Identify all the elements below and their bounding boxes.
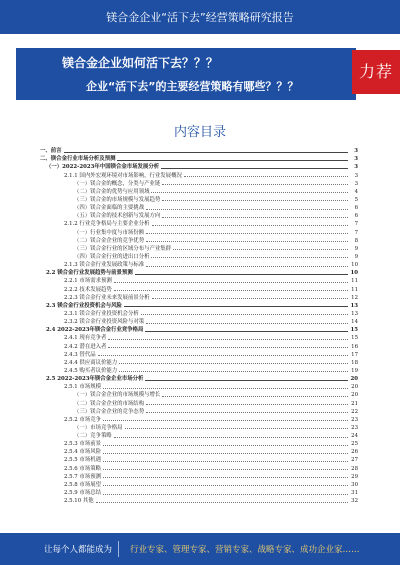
toc-entry[interactable]	[40, 203, 358, 211]
toc-entry[interactable]	[40, 219, 358, 227]
toc-leader-dots	[103, 388, 348, 389]
toc-entry-page: 9	[354, 245, 358, 252]
toc-entry[interactable]	[40, 154, 358, 162]
toc-leader-dots	[162, 396, 348, 397]
toc-entry-page: 21	[351, 400, 358, 407]
hero-question-1: 镁合金企业如何活下去？？？	[62, 56, 219, 70]
toc-entry-text: 2.5.3 市场前景	[64, 441, 101, 448]
toc-leader-dots	[146, 233, 348, 234]
toc-leader-dots	[152, 225, 348, 226]
toc-entry[interactable]	[40, 284, 358, 292]
toc-entry-text: （三）镁合金的市场规模与发展趋势	[74, 196, 161, 203]
toc-entry-page: 13	[350, 302, 358, 309]
toc-leader-dots	[103, 420, 348, 421]
toc-leader-dots	[162, 200, 348, 201]
toc-leader-dots	[145, 331, 348, 332]
table-of-contents	[40, 146, 358, 516]
toc-leader-dots	[119, 363, 348, 364]
toc-leader-dots	[146, 404, 348, 405]
toc-leader-dots	[146, 412, 348, 413]
toc-entry-page: 29	[351, 473, 358, 480]
toc-entry-text: 2.5.8 市场展望	[64, 481, 101, 488]
toc-entry-page: 6	[354, 205, 358, 212]
toc-leader-dots	[146, 266, 348, 267]
toc-entry[interactable]	[40, 447, 358, 455]
toc-entry-page: 7	[354, 229, 358, 236]
toc-entry-text: （四）镁合金行业的进出口分析	[74, 253, 150, 260]
toc-leader-dots	[184, 176, 348, 177]
toc-entry[interactable]	[40, 276, 358, 284]
toc-entry-text: 2.1.2 行业竞争格局与主要企业分析	[64, 221, 150, 228]
toc-leader-dots	[117, 160, 348, 161]
toc-entry-text: （一）行业集中度与市场份额	[74, 229, 145, 236]
toc-leader-dots	[146, 323, 348, 324]
toc-entry[interactable]	[40, 333, 358, 341]
toc-entry-page: 27	[351, 457, 358, 464]
toc-entry-text: （三）镁合金企业的竞争态势	[74, 408, 145, 415]
toc-leader-dots	[103, 469, 348, 470]
toc-entry-text: 2.4.1 现有竞争者	[64, 335, 107, 342]
toc-entry-page: 4	[354, 188, 358, 195]
toc-leader-dots	[124, 306, 348, 307]
toc-leader-dots	[108, 347, 348, 348]
toc-leader-dots	[103, 453, 348, 454]
toc-entry-text: 2.4.4 供应商议价能力	[64, 359, 118, 366]
toc-leader-dots	[162, 217, 348, 218]
toc-leader-dots	[161, 168, 348, 169]
toc-entry-page: 25	[351, 441, 358, 448]
toc-leader-dots	[151, 257, 348, 258]
toc-entry-page: 31	[351, 490, 358, 497]
toc-entry-page: 23	[351, 416, 358, 423]
toc-entry-page: 18	[351, 359, 358, 366]
toc-entry-page: 16	[351, 343, 358, 350]
toc-entry[interactable]	[40, 170, 358, 178]
toc-entry[interactable]	[40, 195, 358, 203]
toc-leader-dots	[125, 428, 348, 429]
toc-entry-page: 28	[351, 465, 358, 472]
toc-entry-page: 15	[350, 327, 358, 334]
toc-leader-dots	[173, 249, 348, 250]
toc-entry[interactable]	[40, 268, 358, 276]
toc-leader-dots	[162, 184, 348, 185]
toc-entry-text: 2.5.1 市场规模	[64, 384, 101, 391]
toc-entry-text: 2.5.6 市场策略	[64, 465, 101, 472]
toc-entry-page: 14	[351, 319, 358, 326]
toc-entry-text: 2.2.2 技术发展趋势	[64, 286, 112, 293]
toc-entry[interactable]	[40, 179, 358, 187]
toc-leader-dots	[141, 314, 348, 315]
toc-entry-text: 2.5.5 市场机遇	[64, 457, 101, 464]
toc-entry-text: （一）市场竞争格局	[74, 424, 123, 431]
hero-banner	[16, 48, 356, 100]
toc-leader-dots	[103, 445, 348, 446]
toc-entry[interactable]	[40, 227, 358, 235]
toc-entry-text: 2.4.2 潜在进入者	[64, 343, 107, 350]
toc-entry-page: 13	[351, 310, 358, 317]
toc-entry-text: 2.2.1 市场需求预测	[64, 278, 112, 285]
toc-entry-text: 2.3.1 镁合金行业投资机会分析	[64, 310, 139, 317]
toc-entry[interactable]	[40, 162, 358, 170]
toc-entry-page: 3	[354, 180, 358, 187]
toc-leader-dots	[146, 209, 348, 210]
toc-entry-text: （一）2022-2023年中国镁合金市场发展分析	[46, 164, 160, 171]
toc-entry-text: （二）镁合金企业的竞争优势	[74, 237, 145, 244]
toc-title: 内容目录	[173, 125, 226, 140]
toc-leader-dots	[119, 371, 348, 372]
toc-leader-dots	[103, 485, 348, 486]
toc-entry[interactable]	[40, 415, 358, 423]
toc-entry[interactable]	[40, 366, 358, 374]
report-title: 镁合金企业“活下去”经营策略研究报告	[106, 11, 294, 24]
toc-entry-page: 17	[351, 351, 358, 358]
toc-entry-page: 24	[351, 433, 358, 440]
toc-entry[interactable]	[40, 260, 358, 268]
toc-entry-text: （二）镁合金企业的市场结构	[74, 400, 145, 407]
toc-leader-dots	[114, 437, 348, 438]
toc-leader-dots	[64, 152, 348, 153]
toc-entry-text: （四）镁合金面临的主要挑战	[74, 205, 145, 212]
hero-question-2: 企业“活下去”的主要经营策略有哪些？？？	[86, 80, 299, 93]
toc-entry[interactable]	[40, 488, 358, 496]
toc-entry-text: 2.5.7 市场预测	[64, 473, 101, 480]
toc-leader-dots	[135, 274, 348, 275]
toc-entry-text: 2.5 2022-2023年镁合金企业市场分析	[46, 376, 144, 383]
toc-entry-text: 2.4.5 购买者议价能力	[64, 367, 118, 374]
toc-leader-dots	[108, 339, 348, 340]
toc-entry-page: 3	[354, 172, 358, 179]
toc-entry[interactable]	[40, 252, 358, 260]
footer-slogan-left: 让每个人都能成为	[44, 545, 113, 555]
toc-entry[interactable]	[40, 309, 358, 317]
toc-entry-text: 2.1.3 镁合金行业发展政策与标准	[64, 262, 145, 269]
toc-leader-dots	[146, 241, 348, 242]
toc-entry-page: 20	[351, 392, 358, 399]
toc-entry-page: 3	[354, 148, 358, 155]
toc-entry-text: 2.4 2022-2023年镁合金行业竞争格局	[46, 327, 144, 334]
toc-entry-page: 9	[354, 253, 358, 260]
toc-leader-dots	[103, 477, 348, 478]
bottom-banner	[0, 533, 400, 565]
toc-entry-page: 30	[351, 481, 358, 488]
toc-entry[interactable]	[40, 187, 358, 195]
toc-entry-page: 3	[354, 156, 358, 163]
toc-entry[interactable]	[40, 325, 358, 333]
toc-entry[interactable]	[40, 431, 358, 439]
toc-entry[interactable]	[40, 390, 358, 398]
toc-entry-text: 2.5.4 市场风险	[64, 449, 101, 456]
toc-entry[interactable]	[40, 293, 358, 301]
footer-divider	[118, 541, 119, 557]
toc-entry-text: （五）镁合金的技术创新与发展方向	[74, 213, 161, 220]
toc-entry-text: 2.4.3 替代品	[64, 351, 96, 358]
toc-leader-dots	[145, 380, 348, 381]
toc-entry[interactable]	[40, 374, 358, 382]
toc-leader-dots	[152, 298, 348, 299]
toc-entry-page: 5	[354, 196, 358, 203]
toc-leader-dots	[96, 502, 348, 503]
toc-entry[interactable]	[40, 496, 358, 504]
toc-entry[interactable]	[40, 341, 358, 349]
toc-entry-page: 11	[351, 286, 358, 293]
toc-entry-page: 12	[351, 294, 358, 301]
toc-leader-dots	[151, 192, 348, 193]
toc-entry[interactable]	[40, 358, 358, 366]
toc-entry-page: 10	[350, 270, 358, 277]
toc-entry[interactable]	[40, 301, 358, 309]
toc-entry-page: 8	[354, 237, 358, 244]
toc-entry-text: 2.3.2 镁合金行业投资风险与对策	[64, 319, 145, 326]
brand-tag: 力荐	[352, 50, 400, 94]
toc-entry-text: （二）镁合金的优势与应用领域	[74, 188, 150, 195]
toc-entry[interactable]	[40, 236, 358, 244]
toc-entry-page: 23	[351, 424, 358, 431]
toc-entry-text: 2.3 镁合金行业投资机会与风险	[46, 302, 122, 309]
toc-leader-dots	[114, 290, 348, 291]
toc-entry-text: 2.5.2 市场竞争	[64, 416, 101, 423]
toc-entry[interactable]	[40, 350, 358, 358]
toc-entry-text: 2.2 镁合金行业发展趋势与前景预测	[46, 270, 133, 277]
toc-entry[interactable]	[40, 211, 358, 219]
toc-entry-page: 6	[354, 213, 358, 220]
toc-leader-dots	[103, 494, 348, 495]
toc-entry[interactable]	[40, 244, 358, 252]
toc-entry-page: 15	[351, 335, 358, 342]
toc-entry-page: 20	[351, 384, 358, 391]
toc-entry-page: 7	[354, 221, 358, 228]
toc-entry-page: 3	[354, 164, 358, 171]
toc-entry-text: 二、镁合金行业市场分析及预测	[40, 156, 116, 163]
toc-entry-text: 2.5.10 其他	[64, 498, 94, 505]
toc-entry-text: （三）镁合金行业的区域分布与产业集群	[74, 245, 172, 252]
toc-entry-page: 20	[350, 376, 358, 383]
toc-entry[interactable]	[40, 455, 358, 463]
toc-entry[interactable]	[40, 407, 358, 415]
toc-entry-text: 一、前言	[40, 148, 62, 155]
toc-entry[interactable]	[40, 463, 358, 471]
toc-entry[interactable]	[40, 439, 358, 447]
footer-slogan-right: 行业专家、管理专家、营销专家、战略专家、成功企业家……	[130, 545, 360, 555]
toc-entry[interactable]	[40, 472, 358, 480]
toc-entry-page: 22	[351, 408, 358, 415]
toc-entry-text: （一）镁合金的概念，分类与产业链	[74, 180, 161, 187]
toc-entry-page: 19	[351, 367, 358, 374]
top-banner	[0, 0, 400, 34]
toc-entry[interactable]	[40, 480, 358, 488]
toc-entry-page: 32	[351, 498, 358, 505]
toc-entry[interactable]	[40, 382, 358, 390]
toc-leader-dots	[103, 461, 348, 462]
toc-leader-dots	[98, 355, 348, 356]
toc-entry[interactable]	[40, 317, 358, 325]
toc-entry-text: （一）镁合金企业的市场规模与增长	[74, 392, 161, 399]
toc-entry-page: 11	[351, 278, 358, 285]
toc-entry-text: 2.5.9 市场总结	[64, 490, 101, 497]
toc-entry[interactable]	[40, 398, 358, 406]
toc-entry-text: 2.2.3 镁合金行业未来发展前景分析	[64, 294, 150, 301]
toc-entry-page: 26	[351, 449, 358, 456]
toc-entry-text: （二）竞争策略	[74, 433, 112, 440]
toc-entry-text: 2.1.1 国内外宏观环境对市场影响，行业发展概况	[64, 172, 182, 179]
toc-entry-page: 10	[351, 262, 358, 269]
toc-entry[interactable]	[40, 146, 358, 154]
toc-entry[interactable]	[40, 423, 358, 431]
toc-leader-dots	[114, 282, 348, 283]
